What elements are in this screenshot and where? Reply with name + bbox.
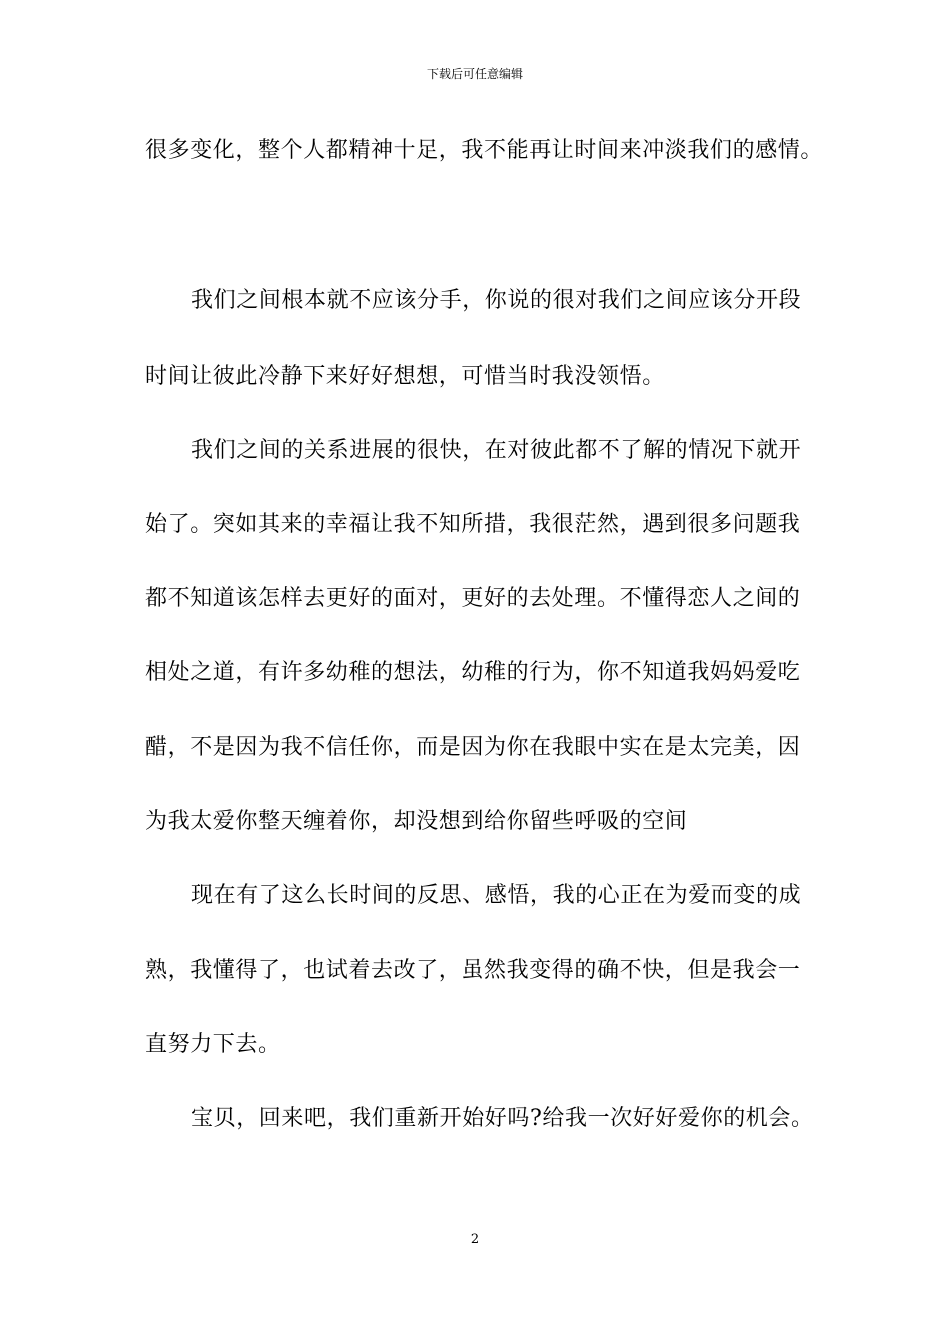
text-line: 我们之间的关系进展的很快，在对彼此都不了解的情况下就开 bbox=[191, 438, 802, 463]
text-line: 都不知道该怎样去更好的面对，更好的去处理。不懂得恋人之间的 bbox=[145, 586, 801, 611]
text-line: 为我太爱你整天缠着你，却没想到给你留些呼吸的空间 bbox=[145, 809, 688, 834]
text-line: 直努力下去。 bbox=[145, 1032, 281, 1057]
text-line: 宝贝，回来吧，我们重新开始好吗?给我一次好好爱你的机会。 bbox=[191, 1106, 814, 1131]
page-header: 下载后可任意编辑 bbox=[426, 67, 523, 81]
text-line: 我们之间根本就不应该分手，你说的很对我们之间应该分开段 bbox=[191, 288, 802, 313]
text-line: 醋，不是因为我不信任你，而是因为你在我眼中实在是太完美，因 bbox=[145, 735, 801, 760]
text-line: 很多变化，整个人都精神十足，我不能再让时间来冲淡我们的感情。 bbox=[145, 138, 824, 163]
page-number: 2 bbox=[470, 1232, 480, 1247]
text-line: 现在有了这么长时间的反思、感悟，我的心正在为爱而变的成 bbox=[191, 883, 802, 908]
text-line: 相处之道，有许多幼稚的想法，幼稚的行为，你不知道我妈妈爱吃 bbox=[145, 660, 801, 685]
text-line: 时间让彼此冷静下来好好想想，可惜当时我没领悟。 bbox=[145, 364, 665, 389]
text-line: 熟，我懂得了，也试着去改了，虽然我变得的确不快，但是我会一 bbox=[145, 958, 801, 983]
text-line: 始了。突如其来的幸福让我不知所措，我很茫然，遇到很多问题我 bbox=[145, 512, 801, 537]
